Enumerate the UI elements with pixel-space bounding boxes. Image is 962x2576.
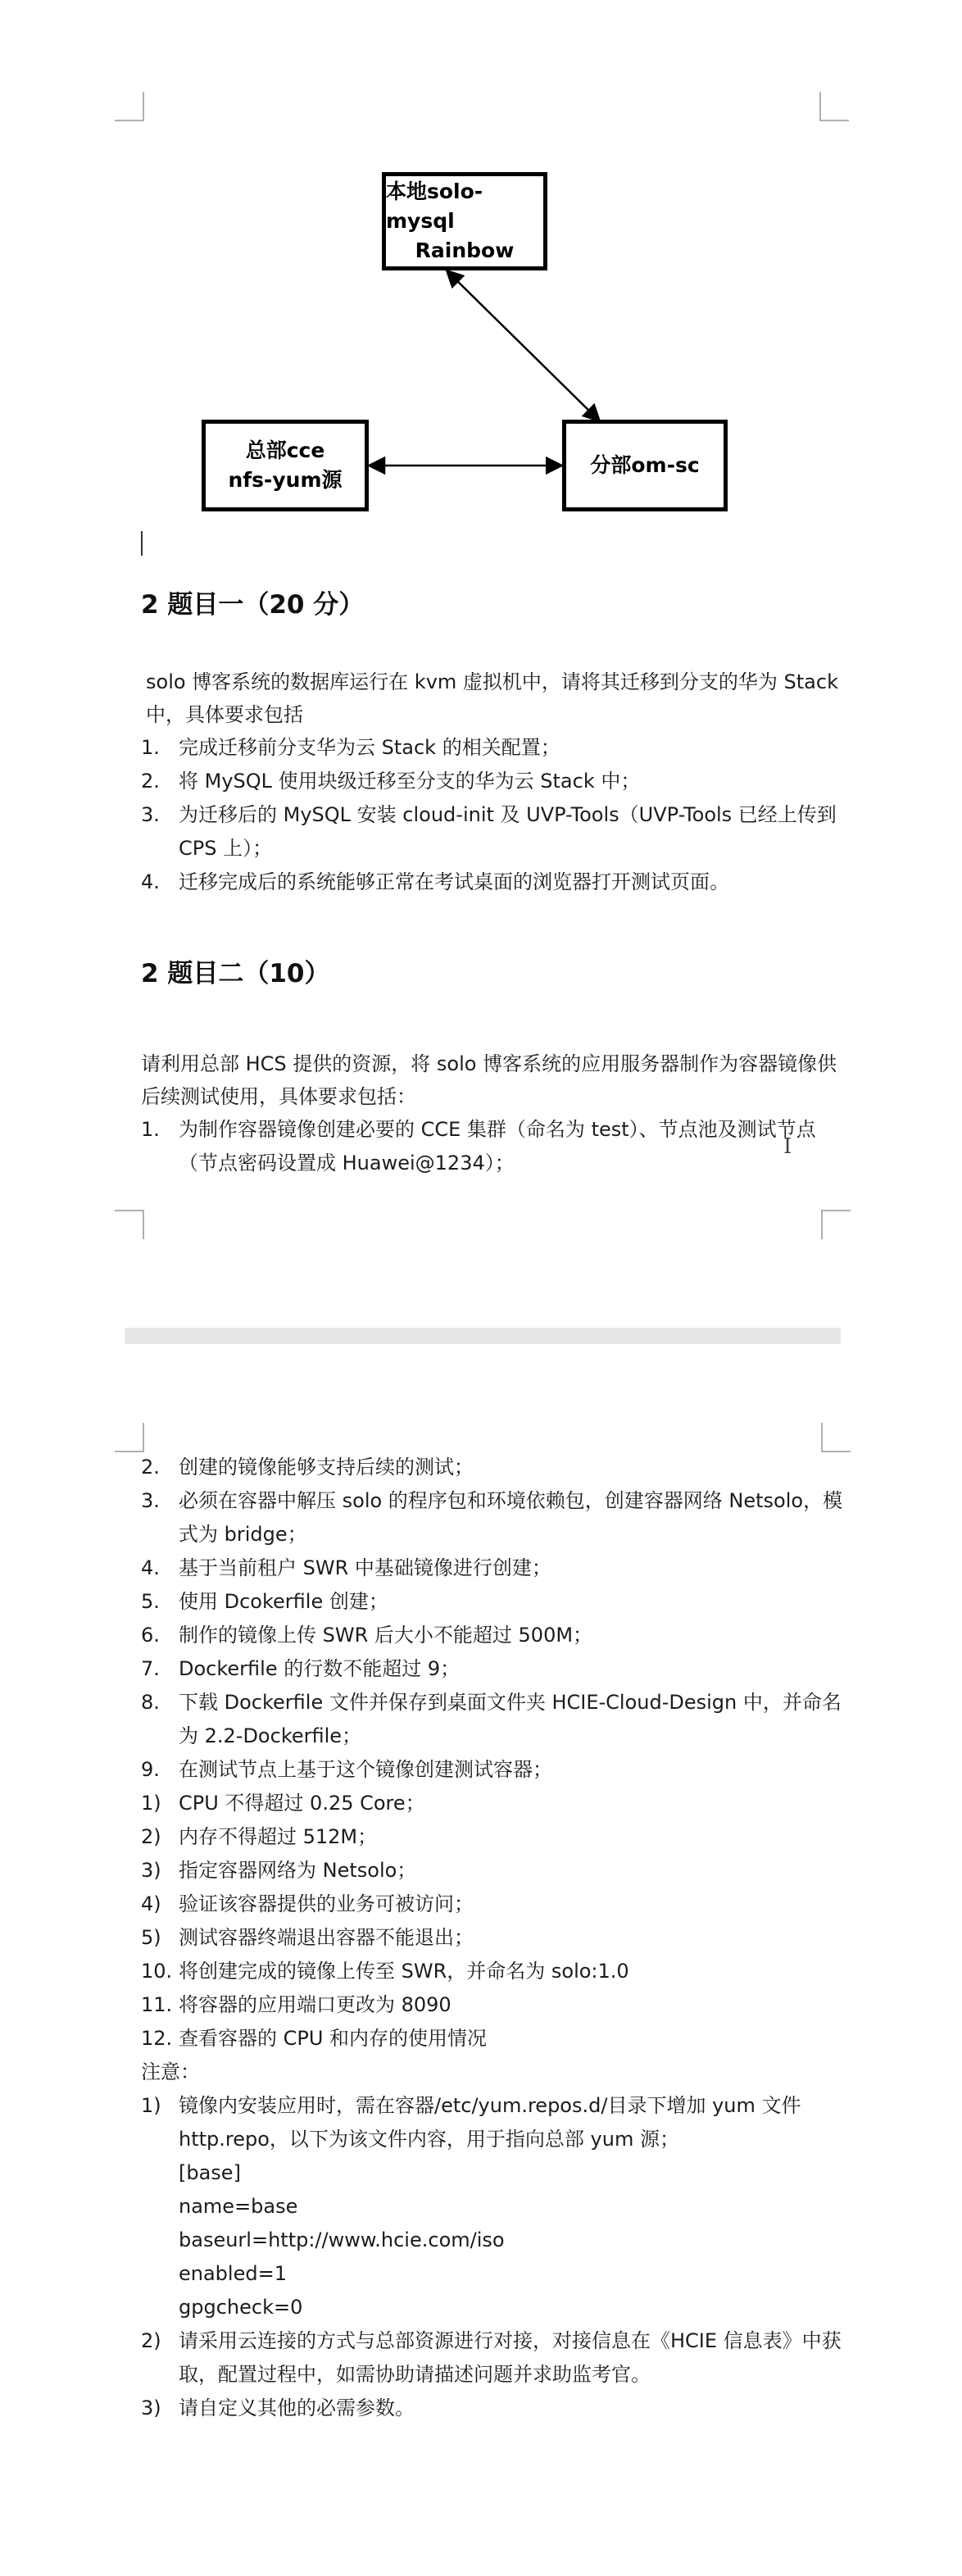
code-line: baseurl=http://www.hcie.com/iso xyxy=(179,2228,505,2251)
note-item xyxy=(141,2089,846,2156)
list-text: 将创建完成的镜像上传至 SWR，并命名为 solo:1.0 xyxy=(179,1960,629,1983)
list-text: 内存不得超过 512M； xyxy=(179,1825,378,1848)
section2-title: 2 题目二（10） xyxy=(141,959,330,988)
text-cursor xyxy=(141,531,143,556)
node-local-line-1: 本地solo-mysql xyxy=(386,179,483,233)
list-text: 迁移完成后的系统能够正常在考试桌面的浏览器打开测试页面。 xyxy=(179,870,729,893)
diagram-arrows xyxy=(0,0,962,557)
code-line: gpgcheck=0 xyxy=(179,2296,303,2319)
note-item xyxy=(141,2392,846,2425)
list-number: 4) xyxy=(141,1892,161,1915)
list-text: 必须在容器中解压 solo 的程序包和环境依赖包，创建容器网络 Netsolo，模式为 bridge； xyxy=(179,1489,843,1546)
node-branch-line-1: 分部om-sc xyxy=(590,453,700,477)
list-item xyxy=(141,731,846,765)
list-number: 2. xyxy=(141,1456,160,1479)
list-item xyxy=(141,1955,846,1988)
list-text: CPU 不得超过 0.25 Core； xyxy=(179,1792,425,1815)
list-item xyxy=(141,1820,846,1854)
node-hq-line-1: 总部cce xyxy=(245,438,325,462)
list-item xyxy=(141,1451,846,1484)
list-text: Dockerfile 的行数不能超过 9； xyxy=(179,1657,461,1680)
list-number: 7. xyxy=(141,1657,160,1680)
list-item xyxy=(141,1619,846,1652)
list-item xyxy=(141,1686,846,1753)
list-item xyxy=(141,1753,846,1787)
crop-mark-bottom-right xyxy=(821,1210,851,1239)
network-diagram xyxy=(0,0,962,557)
list-text: 验证该容器提供的业务可被访问； xyxy=(179,1892,474,1915)
list-item xyxy=(141,798,846,865)
section1-title: 2 题目一（20 分） xyxy=(141,590,365,620)
list-item xyxy=(141,1787,846,1820)
list-number: 6. xyxy=(141,1624,160,1647)
list-number: 5. xyxy=(141,1590,160,1613)
list-item xyxy=(141,1113,846,1180)
crop-mark-top-left xyxy=(115,1423,144,1452)
list-text: 测试容器终端退出容器不能退出； xyxy=(179,1926,474,1949)
page2-content xyxy=(141,1451,846,2425)
node-branch-om-sc xyxy=(562,420,728,511)
notes-label: 注意： xyxy=(141,2060,200,2083)
section2-intro: 请利用总部 HCS 提供的资源，将 solo 博客系统的应用服务器制作为容器镜像供后续测试使用，具体要求包括： xyxy=(141,1052,837,1108)
node-hq-line-2: nfs-yum源 xyxy=(228,468,343,492)
list-text: 使用 Dcokerfile 创建； xyxy=(179,1590,388,1613)
document-page-2 xyxy=(0,1344,962,2576)
node-hq-cce xyxy=(202,420,369,511)
list-text: 创建的镜像能够支持后续的测试； xyxy=(179,1456,474,1479)
list-item xyxy=(141,1652,846,1686)
list-text: 将容器的应用端口更改为 8090 xyxy=(179,1993,452,2016)
list-item xyxy=(141,865,846,899)
list-text: 将 MySQL 使用块级迁移至分支的华为云 Stack 中； xyxy=(179,770,641,793)
code-line: enabled=1 xyxy=(179,2262,287,2285)
list-number: 5) xyxy=(141,1926,161,1949)
note-text: 请采用云连接的方式与总部资源进行对接，对接信息在《HCIE 信息表》中获取，配置过程中，如需协助请描述问题并求助监考官。 xyxy=(179,2329,842,2386)
list-number: 4. xyxy=(141,870,160,893)
note-text: 请自定义其他的必需参数。 xyxy=(179,2397,415,2419)
page-separator xyxy=(125,1328,841,1346)
list-text: 制作的镜像上传 SWR 后大小不能超过 500M； xyxy=(179,1624,593,1647)
list-item xyxy=(141,1585,846,1619)
code-line: [base] xyxy=(179,2161,241,2184)
list-item xyxy=(141,1988,846,2022)
list-text: 下载 Dockerfile 文件并保存到桌面文件夹 HCIE-Cloud-Design 中，并命名为 2.2-Dockerfile； xyxy=(179,1691,842,1747)
list-item xyxy=(141,1921,846,1955)
list-item xyxy=(141,1552,846,1585)
list-number: 3. xyxy=(141,1489,160,1512)
list-text: 为制作容器镜像创建必要的 CCE 集群（命名为 test）、节点池及测试节点（节点密码设置成 Huawei@1234）； xyxy=(179,1118,816,1174)
list-text: 指定容器网络为 Netsolo； xyxy=(179,1859,417,1882)
list-number: 1. xyxy=(141,736,160,759)
list-number: 1. xyxy=(141,1118,160,1141)
note-number: 3) xyxy=(141,2397,161,2419)
crop-mark-bottom-left xyxy=(115,1210,144,1239)
list-number: 10. xyxy=(141,1960,173,1983)
list-number: 12. xyxy=(141,2027,173,2050)
list-item xyxy=(141,1484,846,1552)
list-item xyxy=(141,1854,846,1888)
section2-list xyxy=(141,1113,846,1180)
node-local-solo-mysql xyxy=(382,172,547,270)
code-line: name=base xyxy=(179,2195,298,2218)
list-number: 3. xyxy=(141,803,160,826)
list-number: 2) xyxy=(141,1825,161,1848)
list-number: 2. xyxy=(141,770,160,793)
list-number: 9. xyxy=(141,1758,160,1781)
list-number: 11. xyxy=(141,1993,173,2016)
section1-list xyxy=(141,731,846,899)
mouse-ibeam-cursor: I xyxy=(783,1134,792,1159)
note-text: 镜像内安装应用时，需在容器/etc/yum.repos.d/目录下增加 yum 文件 http.repo，以下为该文件内容，用于指向总部 yum 源； xyxy=(179,2094,801,2151)
note-number: 2) xyxy=(141,2329,161,2352)
list-item xyxy=(141,765,846,798)
list-text: 查看容器的 CPU 和内存的使用情况 xyxy=(179,2027,488,2050)
list-text: 完成迁移前分支华为云 Stack 的相关配置； xyxy=(179,736,560,759)
arrow-local-to-branch xyxy=(447,270,600,421)
note-item xyxy=(141,2324,846,2392)
list-number: 1) xyxy=(141,1792,161,1815)
list-text: 基于当前租户 SWR 中基础镜像进行创建； xyxy=(179,1556,551,1579)
list-text: 在测试节点上基于这个镜像创建测试容器； xyxy=(179,1758,552,1781)
section1-intro: solo 博客系统的数据库运行在 kvm 虚拟机中，请将其迁移到分支的华为 Stack 中，具体要求包括 xyxy=(146,670,838,726)
node-local-line-2: Rainbow xyxy=(415,239,515,262)
crop-mark-top-right xyxy=(821,1423,851,1452)
list-item xyxy=(141,1888,846,1921)
list-item xyxy=(141,2022,846,2056)
list-number: 4. xyxy=(141,1556,160,1579)
list-number: 3) xyxy=(141,1859,161,1882)
list-text: 为迁移后的 MySQL 安装 cloud-init 及 UVP-Tools（UVP-Tools 已经上传到 CPS 上）； xyxy=(179,803,837,860)
note-number: 1) xyxy=(141,2094,161,2117)
list-number: 8. xyxy=(141,1691,160,1714)
